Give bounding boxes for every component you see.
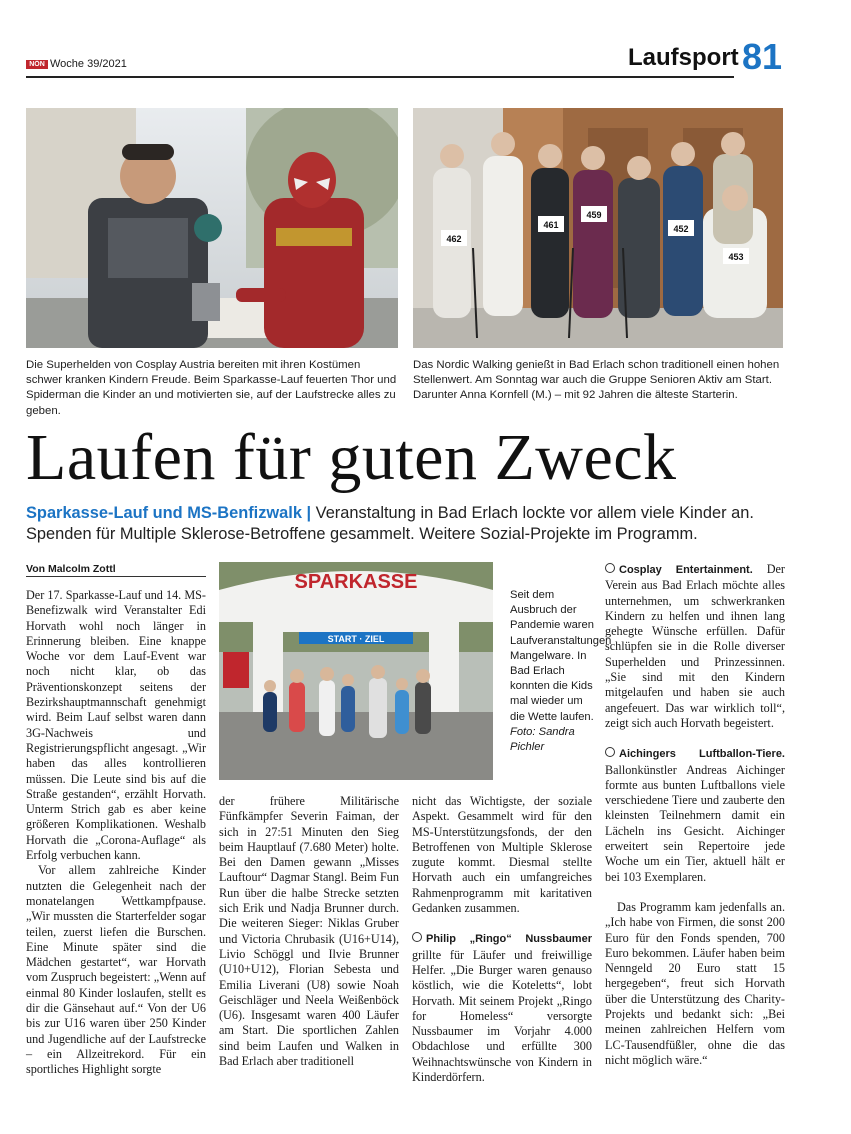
col4-subhead-1: Cosplay Entertainment. — [619, 564, 753, 576]
column-4 — [605, 562, 785, 1068]
caption-nordic-walking: Das Nordic Walking genießt in Bad Erlach schon traditionell einen hohen Stellenwert. Am Sonntag war auch die Gruppe Senioren Aktiv am Start. Darunter Anna Kornfell (M.) – mit 92 Jahren die älteste Starterin. — [413, 359, 780, 402]
start-ziel-text: START · ZIEL — [327, 634, 385, 644]
column-1 — [26, 588, 206, 1078]
col4-paragraph-2-text: Ballonkünstler Andreas Aichinger formte aus bunten Luftballons viele verschiedene Tiere und zauberte den kleinsten Teilnehmern damit ein Lächeln ins Gesicht. Aichinger erweitert sein Repertoire jede Woche um ein Tier, aktuell hält er bei 103 Exemplaren. — [605, 762, 785, 884]
bib-3: 459 — [586, 210, 602, 220]
banner-text: SPARKASSE — [294, 571, 418, 593]
bib-5: 453 — [728, 252, 744, 262]
col4-paragraph-1-text: Der Verein aus Bad Erlach möchte alles unternehmen, um schwerkranken Kindern zu helfen und ihnen lang gehegte Wünsche erfüllen. Dafür schlüpfen sie in die Rolle diverser Superhelden und Prinzessinnen. „Sie sind mit den Kindern mitgelaufen und haben sie auch angefeuert. Das war wirklich toll“, zeigt sich auch Horvath begeistert. — [605, 562, 785, 730]
photo-start-finish-image — [219, 562, 493, 780]
photo-nordic-walking — [413, 108, 783, 348]
col4-subhead-2: Aichingers Luftballon-Tiere. — [619, 748, 785, 761]
page-number: 81 — [742, 36, 783, 77]
bullet-circle-icon — [605, 747, 615, 757]
issue-label: Woche 39/2021 — [50, 58, 127, 70]
column-3 — [412, 794, 592, 1085]
col4-paragraph-1 — [605, 562, 785, 731]
byline-rule — [26, 576, 206, 577]
col1-paragraph-1: Der 17. Sparkasse-Lauf und 14. MS-Benefizwalk wird Veranstalter Edi Horvath wohl noch länger in Erinnerung bleiben. Eine knappe Woche vor dem Lauf-Event war noch nicht klar, ob das Präventionskonzept seitens der Bezirkshauptmannschaft genehmigt wird. Beim Lauf selbst waren dann 3G-Nachweis und Registrierungspflicht angesagt. „Wir haben das alles kontrollieren müssen. Die Leute sind bis auf die Straße gestanden“, erzählt Horvath. Unterm Strich gab es aber keine größeren Komplikationen. Weshalb Horvath die „Corona-Auflage“ als Erfolg verbuchen kann. — [26, 588, 206, 863]
byline: Von Malcolm Zottl — [26, 563, 116, 575]
col4-paragraph-2 — [605, 746, 785, 885]
lead-paragraph — [26, 503, 786, 545]
col3-paragraph-1: nicht das Wichtigste, der soziale Aspekt. Gesammelt wird für den MS-Unterstützungsfonds, der den Betroffenen von Multiple Sklerose zugute kommt. Diesmal stellte Horvath auch ein umfangreiches Rahmenprogramm mit karitativen Gedanken zusammen. — [412, 794, 592, 916]
caption-start-finish-text: Seit dem Ausbruch der Pandemie waren Laufveranstaltungen Mangelware. In Bad Erlach konnten die Kids mal wieder um die Wette laufen. — [510, 589, 612, 723]
photo-start-finish — [219, 562, 493, 780]
col2-paragraph-1: der frühere Militärische Fünfkämpfer Severin Faiman, der sich in 27:51 Minuten den Sieg beim Hauptlauf (7.680 Meter) holte. Bei den Damen gewann „Misses Lauftour“ Dagmar Stangl. Beim Fun Run über die halbe Strecke setzten sich Erik und Nadja Brunner durch. Die weiteren Sieger: Niklas Gruber und Victoria Chrubasik (U16+U14), Livio Schöggl und Ilvie Brunner (U10+U12), Florian Sebesta und Emilia Liverani (U8) sowie Noah Geischläger und Neela Weißenböck (U6). Insgesamt waren 400 Läufer am Start. Die sportlichen Zahlen sind beim Laufen und Walken in Bad Erlach aber traditionell — [219, 794, 399, 1069]
photo-nordic-walking-image — [413, 108, 783, 348]
col1-paragraph-2: Vor allem zahlreiche Kinder nutzten die Gelegenheit nach der monatelangen Wettkampfpause. „Wir mussten die Starterfelder sogar teilen, zuerst liefen die Burschen. Eine Minute später sind die Mädchen gestartet“, war Horvath vom Zuspruch begeistert: „Wenn auf einmal 80 Kinder loslaufen, stellt es dir die Gänsehaut auf.“ Von der U6 bis zur U16 waren über 250 Kinder und Jugendliche auf der Laufstrecke – ein Allzeitrekord. Für ein sportliches Highlight sorgte — [26, 863, 206, 1077]
headline: Laufen für guten Zweck — [26, 421, 677, 494]
lead-kicker: Sparkasse-Lauf und MS-Benfizwalk | — [26, 504, 312, 522]
photo-superheroes — [26, 108, 398, 348]
bib-2: 461 — [543, 220, 559, 230]
bib-1: 462 — [446, 234, 462, 244]
header-rule — [26, 76, 734, 78]
photo-superheroes-image — [26, 108, 398, 348]
column-2 — [219, 794, 399, 1069]
col3-subhead: Philip „Ringo“ Nussbaumer — [426, 933, 592, 946]
bullet-circle-icon — [412, 932, 422, 942]
brand-logo: NÖN — [26, 60, 48, 69]
caption-superheroes: Die Superhelden von Cosplay Austria bereiten mit ihren Kostümen schwer kranken Kindern Freude. Beim Sparkasse-Lauf feuerten Thor und Spiderman die Kinder an und motivierten sie, auf der Laufstrecke alles zu geben. — [26, 359, 397, 417]
photo-credit: Foto: Sandra Pichler — [510, 725, 575, 754]
col4-paragraph-3: Das Programm kam jedenfalls an. „Ich habe von Firmen, die sonst 200 Euro für den Fonds spenden, 700 Euro bekommen. Läufer haben beim Nenngeld 20 Euro statt 15 hergegeben“, freut sich Horvath über die Unterstützung des Charity-Projekts und bedankt sich: „Bei meinen zahlreichen Helfern vom LC-Tausendfüßler, ohne die das nicht möglich wäre.“ — [605, 899, 785, 1067]
col3-paragraph-2 — [412, 931, 592, 1085]
col3-paragraph-2-text: grillte für Läufer und freiwillige Helfer. „Die Burger waren genauso köstlich, wie die Koteletts“, lobt Horvath. Mit seinem Projekt „Ringo for Homeless“ versorgte Nussbaumer im Vorjahr 4.000 Obdachlose und erfüllte 300 Weihnachtswünsche von Kindern in Kinderdörfern. — [412, 947, 592, 1085]
caption-start-finish — [510, 588, 612, 755]
section-title: Laufsport — [628, 44, 739, 71]
bullet-circle-icon — [605, 563, 615, 573]
bib-4: 452 — [673, 224, 689, 234]
lead-text: Veranstaltung in Bad Erlach lockte vor allem viele Kinder an. Spenden für Multiple Sklerose-Betroffene gesammelt. Weitere Sozial-Projekte im Programm. — [26, 504, 754, 543]
